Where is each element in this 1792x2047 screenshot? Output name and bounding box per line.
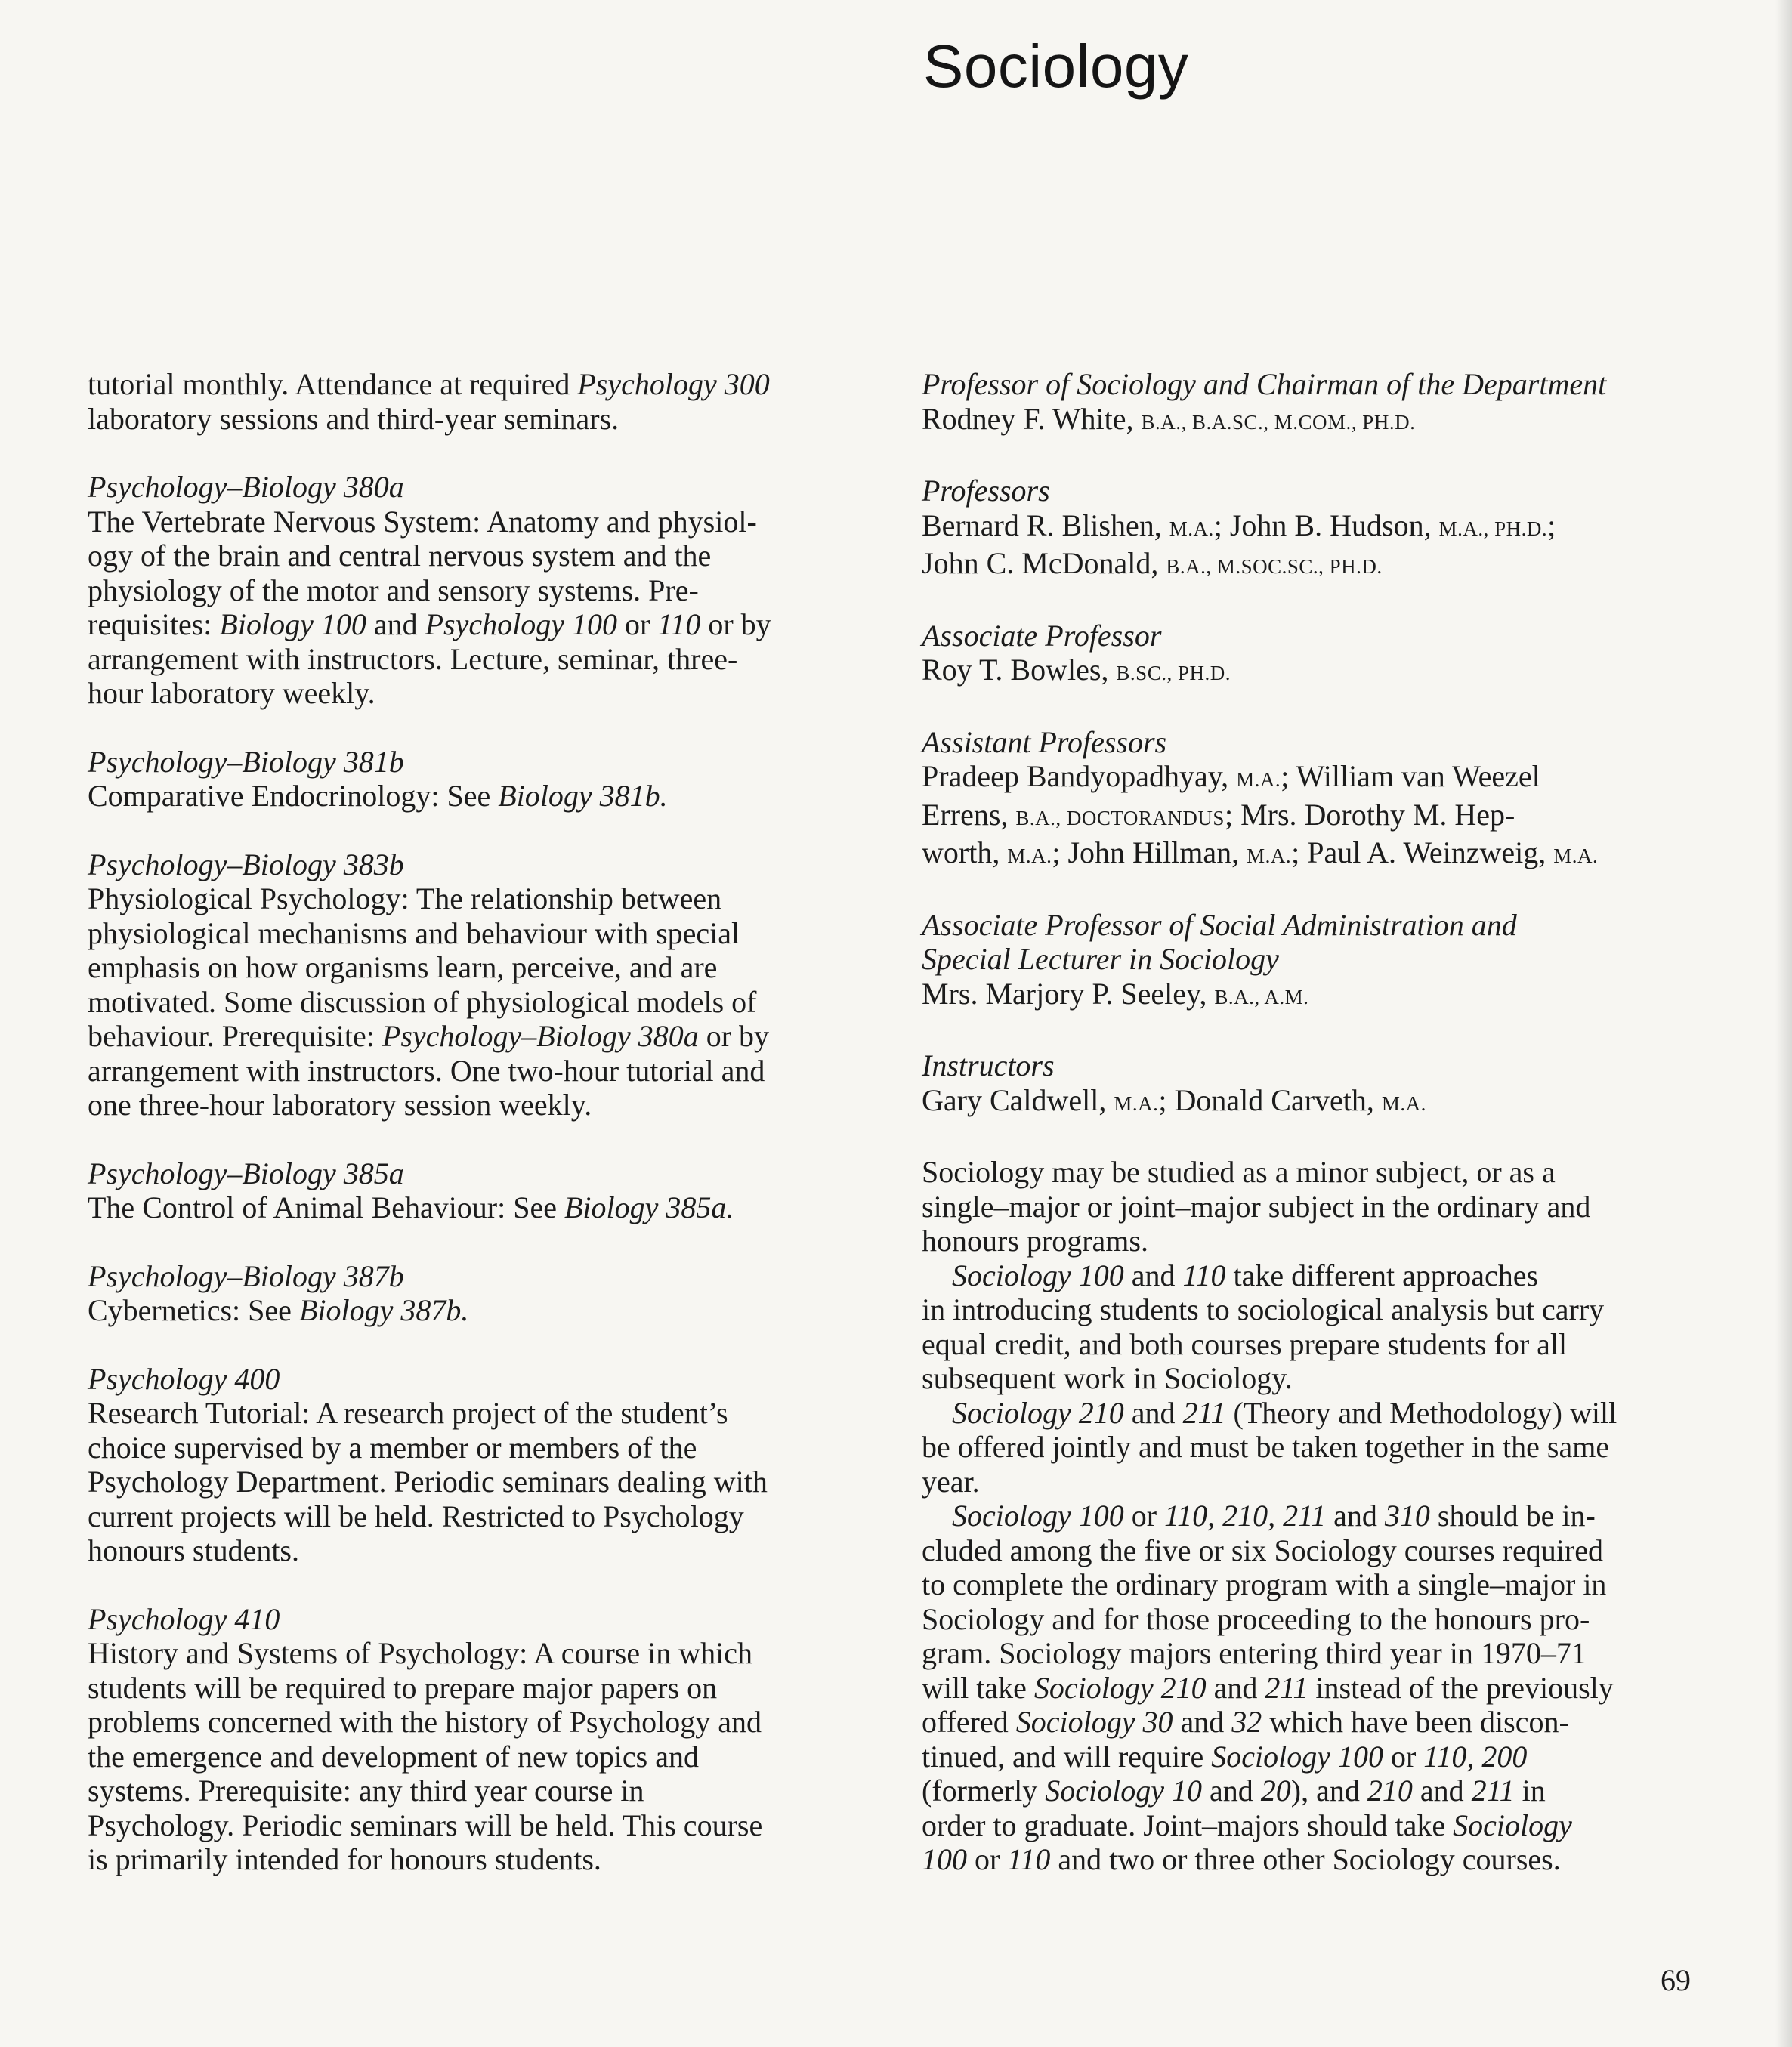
program-paragraph: Sociology 100 or 110, 210, 211 and 310 should be in- cluded among the five or six Sociology courses required to complete the ordinary program with a single–major in Sociology and for those proceeding to the honours pro- gram. Sociology majors entering third year in 1970–71 will take Sociology 210 and 211 instead of the previously offered Sociology 30 and 32 which have been discon- tinued, and will require Sociology 100 or 110, 200 (formerly Sociology 10 and 20), and 210 and 211 in order to graduate. Joint–majors should take Sociology 100 or 110 and two or three other Sociology courses. [922,1499,1614,1876]
faculty-names: Mrs. Marjory P. Seeley, B.A., A.M. [922,976,1309,1011]
faculty-rank-heading: Professors [922,474,1050,508]
continuation-paragraph [88,367,888,436]
course-title: Psychology–Biology 381b [88,744,404,779]
course-title: Psychology–Biology 385a [88,1156,404,1190]
faculty-names: Rodney F. White, B.A., B.A.SC., M.COM., PH.D. [922,401,1416,436]
course-title: Psychology–Biology 383b [88,847,404,881]
faculty-rank-heading: Associate Professor of Social Administration and Special Lecturer in Sociology [922,907,1517,976]
course-description: The Control of Animal Behaviour: See Biology 385a. [88,1190,734,1224]
course-entry [88,848,888,1122]
course-description: Cybernetics: See Biology 387b. [88,1293,469,1327]
course-entry [88,1259,888,1328]
page-number: 69 [1661,1963,1691,1997]
page-title: Sociology [923,32,1189,100]
course-description: The Vertebrate Nervous System: Anatomy and physiol- ogy of the brain and central nervous system and the physiology of the motor and sensory systems. Pre- requisites: Biology 100 and Psychology 100 or 110 or by arrangement with instructors. Lecture, seminar, three- hour laboratory weekly. [88,504,771,710]
left-column [88,367,888,1911]
program-paragraph: Sociology 100 and 110 take different approaches in introducing students to sociological analysis but carry equal credit, and both courses prepare students for all subsequent work in Sociology. [922,1258,1605,1395]
faculty-group [922,725,1715,874]
course-title: Psychology–Biology 387b [88,1258,404,1293]
program-paragraph: Sociology 210 and 211 (Theory and Methodology) will be offered jointly and must be taken together in the same year. [922,1395,1617,1499]
faculty-list [922,367,1715,1121]
course-description: Physiological Psychology: The relationship between physiological mechanisms and behaviour with special emphasis on how organisms learn, perceive, and are motivated. Some discussion of physiological models of behaviour. Prerequisite: Psychology–Biology 380a or by arrangement with instructors. One two-hour tutorial and one three-hour laboratory session weekly. [88,881,770,1122]
faculty-group [922,367,1715,440]
course-title: Psychology–Biology 380a [88,470,404,504]
course-description: Research Tutorial: A research project of the student’s choice supervised by a member or members of the Psychology Department. Periodic seminars dealing with current projects will be held. Restricted to Psychology honours students. [88,1396,768,1567]
faculty-rank-heading: Professor of Sociology and Chairman of the Department [922,367,1607,401]
faculty-names: Bernard R. Blishen, M.A.; John B. Hudson, M.A., PH.D.; John C. McDonald, B.A., M.SOC.SC., PH.D. [922,508,1556,580]
course-entry [88,1156,888,1225]
faculty-group [922,908,1715,1015]
course-description: Comparative Endocrinology: See Biology 381b. [88,779,668,813]
faculty-group [922,619,1715,691]
page-edge-shadow [1775,0,1792,2047]
course-entry [88,745,888,814]
course-title: Psychology 400 [88,1361,280,1396]
course-entry [88,470,888,711]
course-entry [88,1602,888,1877]
course-entry [88,1362,888,1568]
faculty-names: Gary Caldwell, M.A.; Donald Carveth, M.A. [922,1082,1426,1117]
faculty-rank-heading: Instructors [922,1048,1055,1082]
faculty-group [922,474,1715,585]
right-column [922,367,1715,1877]
course-list [88,470,888,1877]
faculty-names: Roy T. Bowles, B.SC., PH.D. [922,653,1231,687]
program-paragraph: Sociology may be studied as a minor subject, or as a single–major or joint–major subject in the ordinary and honours programs. [922,1155,1591,1258]
course-title: Psychology 410 [88,1601,280,1636]
faculty-rank-heading: Assistant Professors [922,724,1167,759]
course-description: History and Systems of Psychology: A course in which students will be required to prepare major papers on problems concerned with the history of Psychology and the emergence and development of new topics and systems. Prerequisite: any third year course in Psychology. Periodic seminars will be held. This course is primarily intended for honours students. [88,1636,763,1876]
program-description [922,1155,1715,1877]
faculty-group [922,1048,1715,1121]
faculty-names: Pradeep Bandyopadhyay, M.A.; William van Weezel Errens, B.A., DOCTORANDUS; Mrs. Dorothy M. Hep- worth, M.A.; John Hillman, M.A.; Paul A. Weinzweig, M.A. [922,759,1599,869]
continuation-text: tutorial monthly. Attendance at required Psychology 300 laboratory sessions and third-year seminars. [88,367,770,436]
faculty-rank-heading: Associate Professor [922,618,1162,653]
